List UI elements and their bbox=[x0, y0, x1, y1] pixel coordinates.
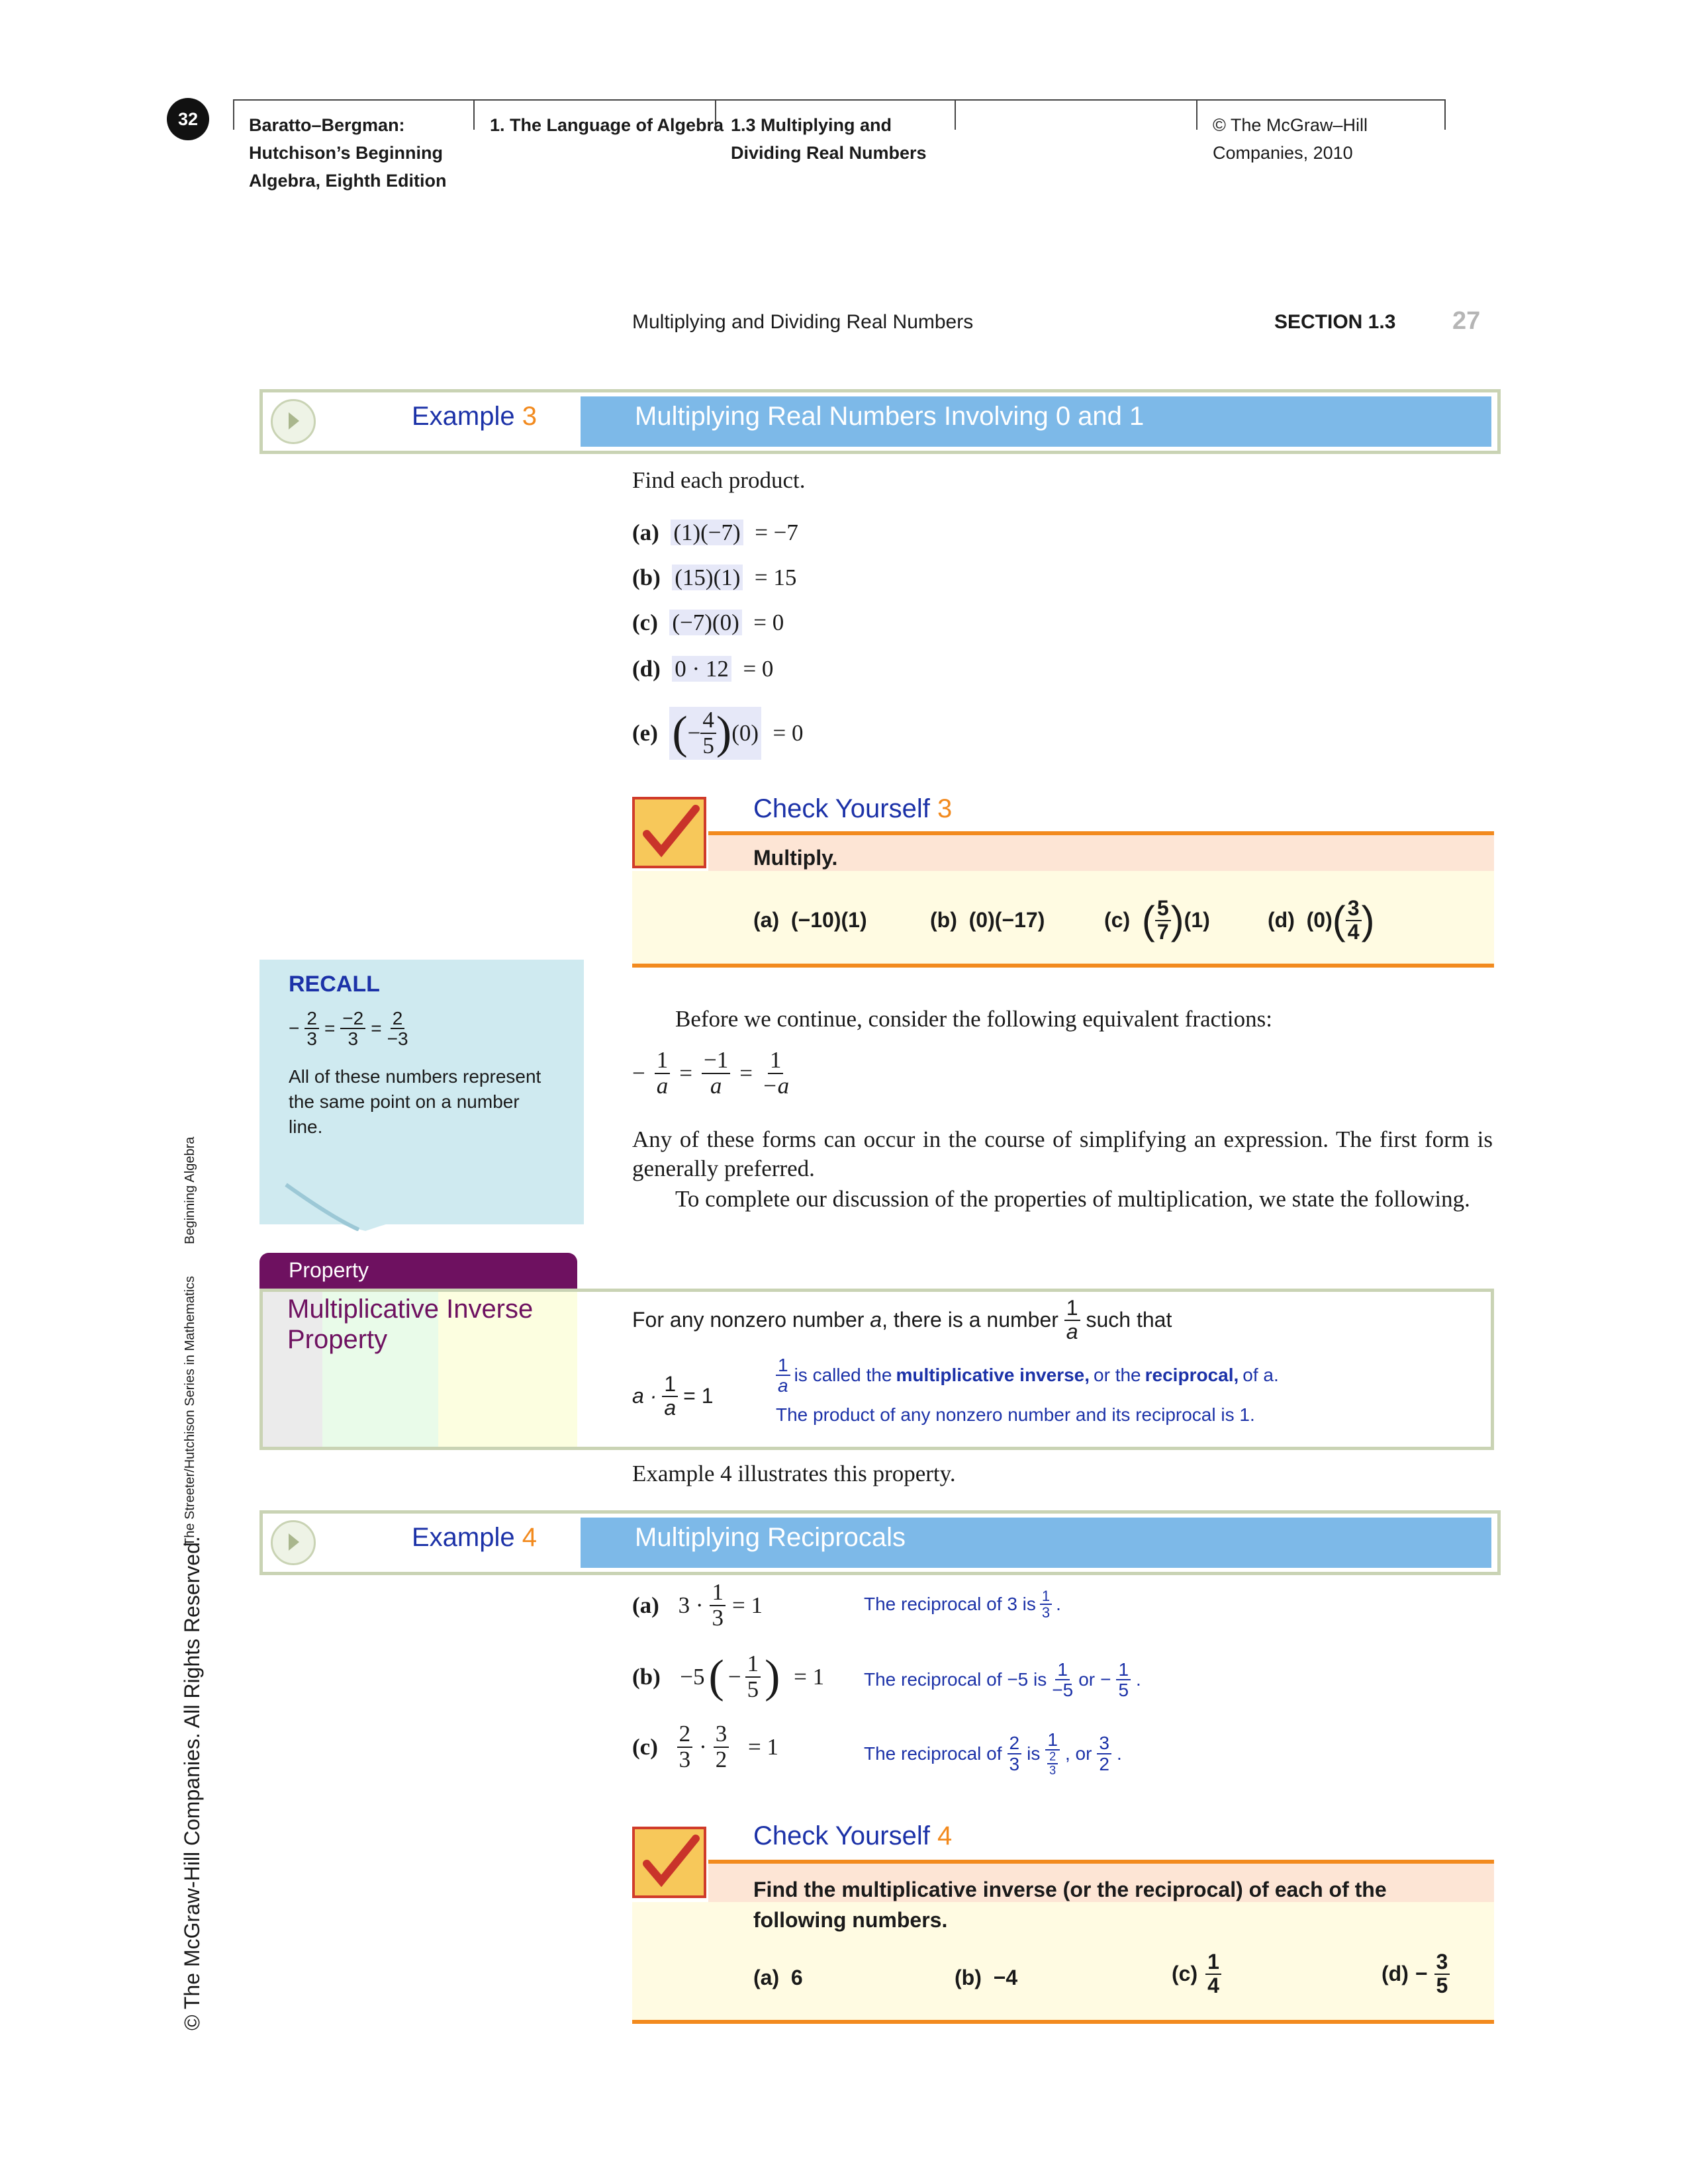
answer-label: (b) bbox=[930, 908, 957, 932]
answer-label: (a) bbox=[753, 1966, 780, 1989]
fraction bbox=[1047, 1751, 1058, 1777]
fraction bbox=[387, 1009, 408, 1049]
book-title-line: Hutchison’s Beginning bbox=[249, 143, 443, 163]
check-4-d bbox=[1382, 1951, 1450, 1997]
item-result: = 0 bbox=[773, 720, 804, 746]
denominator: 3 bbox=[348, 1028, 359, 1050]
sidebar-subject: Beginning Algebra bbox=[183, 1136, 197, 1244]
example-number: 4 bbox=[522, 1523, 537, 1552]
running-head-section: SECTION 1.3 bbox=[1274, 311, 1396, 333]
check-yourself-icon bbox=[632, 797, 706, 868]
denominator: 3 bbox=[1041, 1604, 1051, 1621]
page-number: 32 bbox=[177, 109, 199, 129]
note-text: The reciprocal of −5 is bbox=[864, 1669, 1047, 1690]
numerator: 2 bbox=[305, 1009, 319, 1029]
item-result: = 1 bbox=[748, 1733, 779, 1760]
sidebar-copyright: © The McGraw-Hill Companies. All Rights Reserved. bbox=[180, 1536, 204, 2030]
recall-heading: RECALL bbox=[289, 972, 380, 997]
header-divider bbox=[955, 99, 956, 130]
fraction bbox=[1205, 1951, 1221, 1997]
recall-fractions bbox=[289, 1009, 408, 1049]
denominator: 5 bbox=[702, 733, 714, 758]
body-after-property: Example 4 illustrates this property. bbox=[632, 1461, 956, 1486]
book-title bbox=[249, 111, 447, 195]
numerator: 1 bbox=[662, 1373, 678, 1397]
item-expression bbox=[669, 707, 761, 760]
item-head: −5 bbox=[680, 1664, 705, 1690]
numerator: −2 bbox=[340, 1009, 365, 1029]
denominator: 2 bbox=[715, 1746, 727, 1772]
check-3-c bbox=[1104, 897, 1210, 943]
copyright-line: Companies, 2010 bbox=[1213, 143, 1353, 163]
denominator: 4 bbox=[1207, 1973, 1219, 1997]
denominator: a bbox=[656, 1072, 669, 1099]
check-yourself-4-heading bbox=[753, 1821, 952, 1851]
fraction bbox=[1008, 1733, 1022, 1774]
check-word: Check Yourself bbox=[753, 794, 930, 823]
equals-sign: = bbox=[371, 1018, 382, 1039]
item-letter: (b) bbox=[632, 1664, 661, 1690]
example-4-label bbox=[412, 1523, 537, 1553]
statement-text: such that bbox=[1086, 1308, 1172, 1332]
answer-label: (a) bbox=[753, 908, 780, 932]
paren-left: ( bbox=[672, 707, 688, 758]
example-4-title: Multiplying Reciprocals bbox=[635, 1523, 906, 1552]
fraction bbox=[662, 1373, 678, 1419]
numerator: 1 bbox=[776, 1355, 790, 1376]
paren-left: ( bbox=[708, 1651, 724, 1702]
example-3-intro: Find each product. bbox=[632, 467, 806, 493]
item-result: = 0 bbox=[743, 656, 774, 682]
item-letter: (a) bbox=[632, 520, 659, 545]
item-letter: (c) bbox=[632, 1733, 658, 1760]
numerator: 3 bbox=[1346, 897, 1362, 921]
check-4-b bbox=[955, 1966, 1017, 1990]
running-head-title: Multiplying and Dividing Real Numbers bbox=[632, 311, 974, 333]
numerator: 2 bbox=[1008, 1733, 1022, 1754]
note-text: or the bbox=[1094, 1365, 1141, 1386]
item-expression: (−7)(0) bbox=[669, 610, 741, 635]
property-note-1 bbox=[776, 1355, 1279, 1396]
answer-label: (c) bbox=[1172, 1962, 1198, 1986]
check-number: 4 bbox=[937, 1821, 953, 1850]
numerator: 2 bbox=[1047, 1751, 1058, 1764]
item-result: = 1 bbox=[794, 1664, 825, 1690]
body-para-2: To complete our discussion of the properties of multiplication, we state the following. bbox=[675, 1186, 1470, 1212]
note-term: multiplicative inverse, bbox=[896, 1365, 1090, 1386]
example-4-item-c bbox=[632, 1722, 778, 1772]
example-3-item-d bbox=[632, 656, 773, 682]
denominator: 3 bbox=[679, 1746, 691, 1772]
fraction bbox=[714, 1722, 729, 1772]
fraction bbox=[340, 1009, 365, 1049]
numerator: 1 bbox=[768, 1048, 784, 1074]
fraction bbox=[710, 1580, 726, 1631]
fraction bbox=[776, 1355, 790, 1396]
numerator: 1 bbox=[745, 1652, 761, 1678]
check-word: Check Yourself bbox=[753, 1821, 930, 1850]
denominator: 7 bbox=[1156, 919, 1169, 944]
item-expression: 0 · 12 bbox=[672, 656, 731, 682]
property-tab-label: Property bbox=[289, 1258, 369, 1282]
check-3-b bbox=[930, 908, 1045, 933]
denominator: 5 bbox=[747, 1676, 759, 1702]
numerator: 1 bbox=[1055, 1660, 1070, 1680]
numerator: 1 bbox=[1045, 1730, 1060, 1751]
fraction bbox=[1434, 1951, 1450, 1997]
item-letter: (c) bbox=[632, 610, 658, 635]
fraction bbox=[702, 1048, 730, 1099]
header-divider bbox=[1196, 99, 1197, 130]
denominator: a bbox=[778, 1375, 788, 1396]
fraction bbox=[1064, 1297, 1080, 1343]
item-tail: (0) bbox=[731, 720, 759, 746]
numerator: 4 bbox=[700, 708, 716, 734]
paren-left: ( bbox=[1332, 898, 1346, 943]
statement-text: , there is a number bbox=[882, 1308, 1058, 1332]
example-4-note-a: The reciprocal of 3 is $\frac{1}{3}$ . bbox=[864, 1588, 1061, 1621]
note-text: is bbox=[1027, 1743, 1041, 1764]
example-word: Example bbox=[412, 1523, 515, 1552]
item-expression: (1)(−7) bbox=[671, 520, 743, 545]
note-text: is called the bbox=[794, 1365, 892, 1386]
item-head: 3 · bbox=[678, 1592, 704, 1618]
answer-expr: (−10)(1) bbox=[790, 908, 867, 932]
denominator: 5 bbox=[1118, 1680, 1129, 1701]
play-icon bbox=[271, 399, 316, 444]
check-3-a bbox=[753, 908, 867, 933]
formula-head: a · bbox=[632, 1384, 657, 1408]
fraction bbox=[305, 1009, 319, 1049]
property-statement bbox=[632, 1297, 1172, 1343]
denominator: a bbox=[710, 1072, 722, 1099]
section-title-line: Dividing Real Numbers bbox=[731, 143, 927, 163]
denominator: −a bbox=[762, 1072, 790, 1099]
recall-text: All of these numbers represent the same point on a number line. bbox=[289, 1066, 541, 1137]
numerator: 1 bbox=[655, 1048, 671, 1074]
denominator: a bbox=[664, 1395, 677, 1420]
example-3-banner bbox=[259, 389, 1501, 454]
example-3-title: Multiplying Real Numbers Involving 0 and 1 bbox=[635, 402, 1145, 431]
minus-sign: − bbox=[687, 720, 701, 746]
item-expression: (15)(1) bbox=[672, 565, 743, 590]
check-yourself-3-heading bbox=[753, 794, 952, 824]
paren-right: ) bbox=[1170, 898, 1184, 943]
paren-right: ) bbox=[765, 1651, 780, 1702]
chapter-title: 1. The Language of Algebra bbox=[490, 115, 724, 135]
numerator: 1 bbox=[710, 1580, 726, 1606]
example-4-note-c: The reciprocal of $\frac{2}{3}$ is $\frac{1}{\frac{2}{3}}$ , or $\frac{3}{2}$ . bbox=[864, 1729, 1122, 1778]
example-3-item-b bbox=[632, 565, 796, 591]
numerator: 2 bbox=[677, 1722, 693, 1748]
denominator: 3 bbox=[712, 1604, 724, 1631]
check-yourself-icon bbox=[632, 1827, 706, 1898]
equals-sign: = bbox=[324, 1018, 336, 1039]
item-letter: (e) bbox=[632, 720, 658, 746]
paren-right: ) bbox=[716, 707, 732, 758]
answer-tail: (1) bbox=[1184, 908, 1210, 933]
numerator: 5 bbox=[1155, 897, 1171, 921]
note-text: of a. bbox=[1243, 1365, 1279, 1386]
denominator: a bbox=[1066, 1319, 1078, 1343]
answer-label: (c) bbox=[1104, 908, 1131, 933]
fraction bbox=[762, 1048, 789, 1099]
fraction bbox=[700, 708, 716, 758]
page-number-badge bbox=[167, 98, 209, 140]
denominator: −5 bbox=[1052, 1680, 1074, 1701]
numerator: −1 bbox=[702, 1048, 730, 1074]
header-divider bbox=[473, 99, 475, 130]
numerator: 3 bbox=[714, 1722, 729, 1748]
equivalent-fractions bbox=[632, 1048, 789, 1099]
check-3-instruction: Multiply. bbox=[753, 846, 838, 870]
answer-expr: (0)(−17) bbox=[968, 908, 1045, 932]
note-text: or bbox=[1078, 1669, 1096, 1690]
fraction bbox=[1116, 1660, 1131, 1700]
play-icon bbox=[271, 1520, 316, 1565]
fraction bbox=[655, 1048, 671, 1099]
numerator: 1 bbox=[1116, 1660, 1131, 1680]
book-title-line: Baratto–Bergman: bbox=[249, 115, 405, 135]
item-letter: (d) bbox=[632, 656, 661, 682]
copyright-line: © The McGraw–Hill bbox=[1213, 115, 1368, 135]
sidebar-series: The Streeter/Hutchison Series in Mathematics bbox=[183, 1276, 197, 1546]
property-tab bbox=[259, 1253, 577, 1289]
minus-sign: − bbox=[632, 1060, 645, 1086]
minus-sign: − bbox=[1100, 1669, 1111, 1690]
answer-label: (d) bbox=[1268, 908, 1295, 933]
denominator: 2 bbox=[1099, 1753, 1109, 1774]
property-formula bbox=[632, 1373, 714, 1419]
denominator: 4 bbox=[1347, 919, 1360, 944]
example-number: 3 bbox=[522, 402, 537, 431]
minus-sign: − bbox=[289, 1018, 300, 1039]
header-divider bbox=[1444, 99, 1446, 130]
body-before: Before we continue, consider the following equivalent fractions: bbox=[675, 1006, 1272, 1032]
item-result: = 15 bbox=[754, 565, 797, 590]
fraction bbox=[1155, 897, 1171, 943]
denominator: 3 bbox=[306, 1028, 317, 1050]
property-title: Multiplicative Inverse Property bbox=[287, 1295, 534, 1354]
statement-text: For any nonzero number bbox=[632, 1308, 865, 1332]
numerator: 3 bbox=[1097, 1733, 1111, 1754]
section-title-line: 1.3 Multiplying and bbox=[731, 115, 892, 135]
fraction bbox=[1040, 1588, 1052, 1620]
check-4-instruction: Find the multiplicative inverse (or the reciprocal) of each of the following numbers. bbox=[753, 1878, 1387, 1932]
denominator: −3 bbox=[387, 1028, 408, 1050]
example-word: Example bbox=[412, 402, 515, 431]
recall-curl bbox=[259, 1178, 584, 1231]
answer-value: 6 bbox=[790, 1966, 803, 1989]
check-4-a bbox=[753, 1966, 803, 1990]
item-result: = −7 bbox=[755, 520, 798, 545]
fraction bbox=[1052, 1660, 1073, 1700]
paren-right: ) bbox=[1361, 898, 1375, 943]
example-4-item-b bbox=[632, 1651, 824, 1704]
answer-label: (d) bbox=[1382, 1962, 1409, 1986]
paren-left: ( bbox=[1141, 898, 1155, 943]
fraction bbox=[1097, 1733, 1111, 1774]
answer-value: −4 bbox=[993, 1966, 1018, 1989]
property-note-2: The product of any nonzero number and its reciprocal is 1. bbox=[776, 1404, 1255, 1425]
item-letter: (a) bbox=[632, 1592, 659, 1618]
numerator: 1 bbox=[1205, 1951, 1221, 1975]
numerator: 3 bbox=[1434, 1951, 1450, 1975]
note-term: reciprocal, bbox=[1145, 1365, 1239, 1386]
note-text: The reciprocal of bbox=[864, 1743, 1002, 1764]
book-title-line: Algebra, Eighth Edition bbox=[249, 171, 447, 191]
header-divider bbox=[233, 99, 234, 130]
item-letter: (b) bbox=[632, 565, 661, 590]
example-3-item-e bbox=[632, 707, 804, 760]
dot-operator: · bbox=[699, 1733, 707, 1760]
formula-result: = 1 bbox=[683, 1384, 714, 1408]
example-3-label bbox=[412, 402, 537, 432]
numerator: 2 bbox=[391, 1009, 405, 1029]
numerator: 1 bbox=[1064, 1297, 1080, 1321]
numerator: 1 bbox=[1040, 1588, 1052, 1605]
example-3-item-a bbox=[632, 520, 798, 546]
denominator: 3 bbox=[1049, 1764, 1056, 1778]
item-result: = 0 bbox=[753, 610, 784, 635]
check-3-d bbox=[1268, 897, 1375, 943]
minus-sign: − bbox=[727, 1664, 741, 1690]
answer-label: (b) bbox=[955, 1966, 982, 1989]
denominator: 5 bbox=[1436, 1973, 1448, 1997]
check-number: 3 bbox=[937, 794, 953, 823]
example-3-item-c bbox=[632, 610, 784, 636]
statement-var: a bbox=[870, 1308, 882, 1332]
section-title bbox=[731, 111, 927, 167]
fraction bbox=[677, 1722, 693, 1772]
header-copyright bbox=[1213, 111, 1368, 167]
example-4-note-b: The reciprocal of −5 is $\frac{1}{-5}$ or − $\frac{1}{5}$ . bbox=[864, 1659, 1141, 1701]
minus-sign: − bbox=[1415, 1962, 1428, 1986]
note-text: The reciprocal of 3 is bbox=[864, 1594, 1036, 1615]
answer-head: (0) bbox=[1306, 908, 1333, 933]
denominator: 3 bbox=[1009, 1753, 1020, 1774]
complex-fraction bbox=[1045, 1730, 1060, 1777]
item-result: = 1 bbox=[731, 1592, 763, 1618]
body-para-1: Any of these forms can occur in the course of simplifying an expression. The first form is generally preferred. bbox=[632, 1126, 1493, 1181]
check-rule-bottom bbox=[632, 964, 1494, 968]
equals-sign: = bbox=[679, 1060, 692, 1086]
example-4-banner bbox=[259, 1510, 1501, 1575]
check-4-c bbox=[1172, 1951, 1221, 1997]
note-text: , or bbox=[1064, 1743, 1092, 1764]
fraction bbox=[1346, 897, 1362, 943]
example-4-item-a bbox=[632, 1580, 763, 1631]
check-rule-bottom bbox=[632, 2020, 1494, 2024]
fraction bbox=[745, 1652, 761, 1702]
equals-sign: = bbox=[739, 1060, 753, 1086]
running-head-page: 27 bbox=[1452, 307, 1481, 335]
